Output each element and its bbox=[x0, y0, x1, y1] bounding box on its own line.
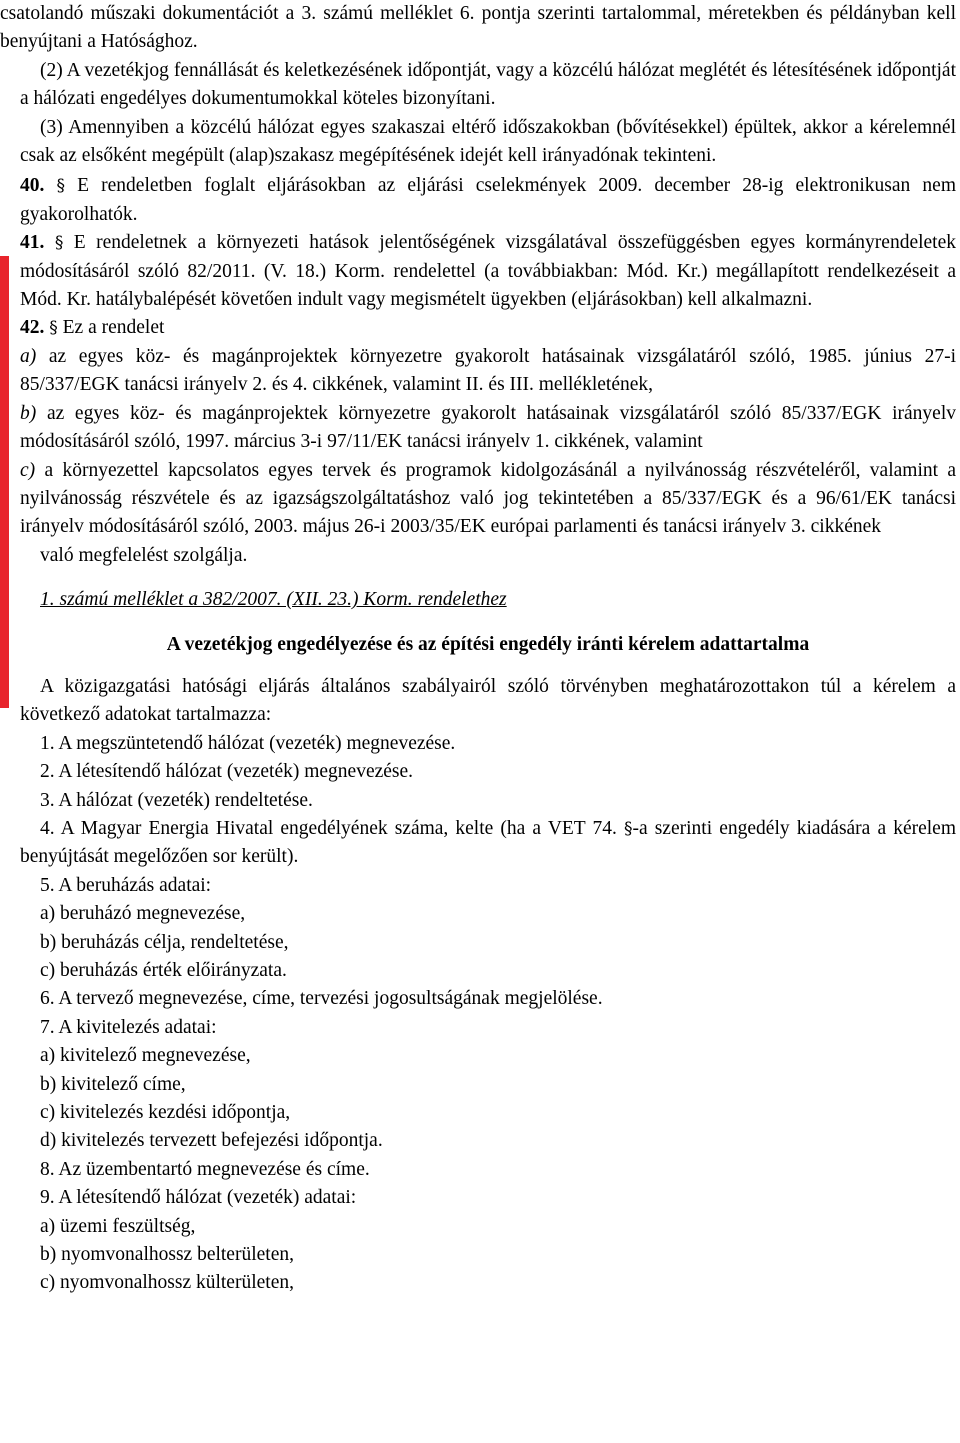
point-b-text: az egyes köz- és magánprojektek környezetre gyakorolt hatásainak vizsgálatáról szóló 85/337/EGK irányelv módosításáról szóló, 1997. március 3-i 97/11/EK tanácsi irányelv 1. cikkének, valamint bbox=[20, 402, 957, 453]
section-42-point-c bbox=[20, 457, 956, 542]
section-42-intro-text: Ez a rendelet bbox=[62, 317, 165, 339]
point-a-label: a) bbox=[20, 345, 37, 367]
list-item: 3. A hálózat (vezeték) rendeltetése. bbox=[40, 789, 313, 811]
section-sign-icon: § bbox=[49, 318, 58, 339]
annex-heading: A vezetékjog engedélyezése és az építési engedély iránti kérelem adattartalma bbox=[166, 633, 810, 655]
list-item: b) kivitelező címe, bbox=[40, 1073, 186, 1095]
list-item: 9. A létesítendő hálózat (vezeték) adatai: bbox=[40, 1187, 357, 1209]
section-42-point-b bbox=[20, 400, 956, 457]
section-41-text: E rendeletnek a környezeti hatások jelentőségének vizsgálatával összefüggésben egyes kormányrendeletek módosításáról szóló 82/2011. (V. 18.) Korm. rendelettel (a továbbiakban: Mód. Kr.) megállapított rendelkezéseit a Mód. Kr. hatálybalépését követően indult vagy megismételt ügyekben (eljárásokban) kell alkalmazni. bbox=[20, 232, 956, 311]
section-42-number: 42. bbox=[20, 317, 45, 339]
list-item: 8. Az üzembentartó megnevezése és címe. bbox=[40, 1158, 370, 1180]
list-item: a) üzemi feszültség, bbox=[40, 1215, 196, 1237]
section-41 bbox=[20, 229, 956, 314]
section-sign-icon: § bbox=[623, 818, 633, 839]
section-41-number: 41. bbox=[20, 232, 45, 254]
paragraph-2: (2) A vezetékjog fennállását és keletkezésének időpontját, vagy a közcélú hálózat meglétét és létesítésének időpontját a hálózati engedélyes dokumentumokkal köteles bizonyítani. bbox=[20, 59, 956, 110]
list-item: a) kivitelező megnevezése, bbox=[40, 1045, 251, 1067]
section-40-text: E rendeletben foglalt eljárásokban az eljárási cselekmények 2009. december 28-ig elektronikusan nem gyakorolhatók. bbox=[20, 175, 956, 225]
list-item: 2. A létesítendő hálózat (vezeték) megnevezése. bbox=[40, 761, 414, 783]
point-c-label: c) bbox=[20, 459, 36, 481]
list-item: 1. A megszüntetendő hálózat (vezeték) megnevezése. bbox=[40, 732, 456, 754]
section-sign-icon: § bbox=[54, 233, 64, 254]
annex-list-2 bbox=[20, 872, 956, 1298]
section-sign-icon: § bbox=[56, 176, 65, 197]
list-item: a) beruházó megnevezése, bbox=[40, 903, 246, 925]
section-40-number: 40. bbox=[20, 175, 45, 197]
annex-list-1 bbox=[20, 730, 956, 815]
list-item: c) kivitelezés kezdési időpontja, bbox=[40, 1102, 291, 1124]
annex-item-4 bbox=[20, 815, 956, 872]
item-4-text-pre: 4. A Magyar Energia Hivatal engedélyének száma, kelte (ha a VET 74. bbox=[40, 817, 617, 839]
change-marker-bar bbox=[0, 256, 9, 708]
annex-intro: A közigazgatási hatósági eljárás általános szabályairól szóló törvényben meghatározottakon túl a kérelem a következő adatokat tartalmazza: bbox=[20, 675, 956, 726]
paragraph-continuation: csatolandó műszaki dokumentációt a 3. számú melléklet 6. pontja szerinti tartalommal, méretekben és példányban kell benyújtani a Hatósághoz. bbox=[0, 3, 956, 53]
annex-title: 1. számú melléklet a 382/2007. (XII. 23.) Korm. rendelethez bbox=[40, 589, 507, 611]
list-item: 6. A tervező megnevezése, címe, tervezési jogosultságának megjelölése. bbox=[40, 988, 603, 1010]
point-b-label: b) bbox=[20, 402, 37, 424]
paragraph-3: (3) Amennyiben a közcélú hálózat egyes szakaszai eltérő időszakokban (bővítésekkel) épültek, akkor a kérelemnél csak az elsőként megépült (alap)szakasz megépítésének idejét kell irányadónak tekinteni. bbox=[20, 116, 956, 167]
section-42-point-a bbox=[20, 343, 956, 400]
list-item: 7. A kivitelezés adatai: bbox=[40, 1016, 217, 1038]
point-a-text: az egyes köz- és magánprojektek környezetre gyakorolt hatásainak vizsgálatáról szóló, 1985. június 27-i 85/337/EGK tanácsi irányelv 2. és 4. cikkének, valamint II. és III. mellékletének, bbox=[20, 345, 956, 396]
list-item: c) beruházás érték előirányzata. bbox=[40, 960, 287, 981]
item-4-text-post: -a szerinti engedély kiadására a kérelem benyújtását megelőzően sor került). bbox=[20, 817, 956, 868]
list-item: d) kivitelezés tervezett befejezési időpontja. bbox=[40, 1130, 383, 1152]
section-42-intro bbox=[20, 314, 956, 342]
list-item: 5. A beruházás adatai: bbox=[40, 874, 212, 896]
list-item: c) nyomvonalhossz külterületen, bbox=[40, 1272, 294, 1294]
list-item: b) nyomvonalhossz belterületen, bbox=[40, 1244, 294, 1266]
point-c-text: a környezettel kapcsolatos egyes tervek és programok kidolgozásánál a nyilvánosság részvételéről, valamint a nyilvánosság részvétele és az igazságszolgáltatáshoz való jog tekintetében a 85/337/EGK és a 96/61/EK tanácsi irányelv módosításáról szóló, 2003. május 26-i 2003/35/EK európai parlamenti és tanácsi irányelv 3. cikkének bbox=[20, 459, 957, 538]
section-42-closing: való megfelelést szolgálja. bbox=[40, 544, 248, 566]
section-40 bbox=[20, 172, 956, 229]
list-item: b) beruházás célja, rendeltetése, bbox=[40, 931, 289, 953]
